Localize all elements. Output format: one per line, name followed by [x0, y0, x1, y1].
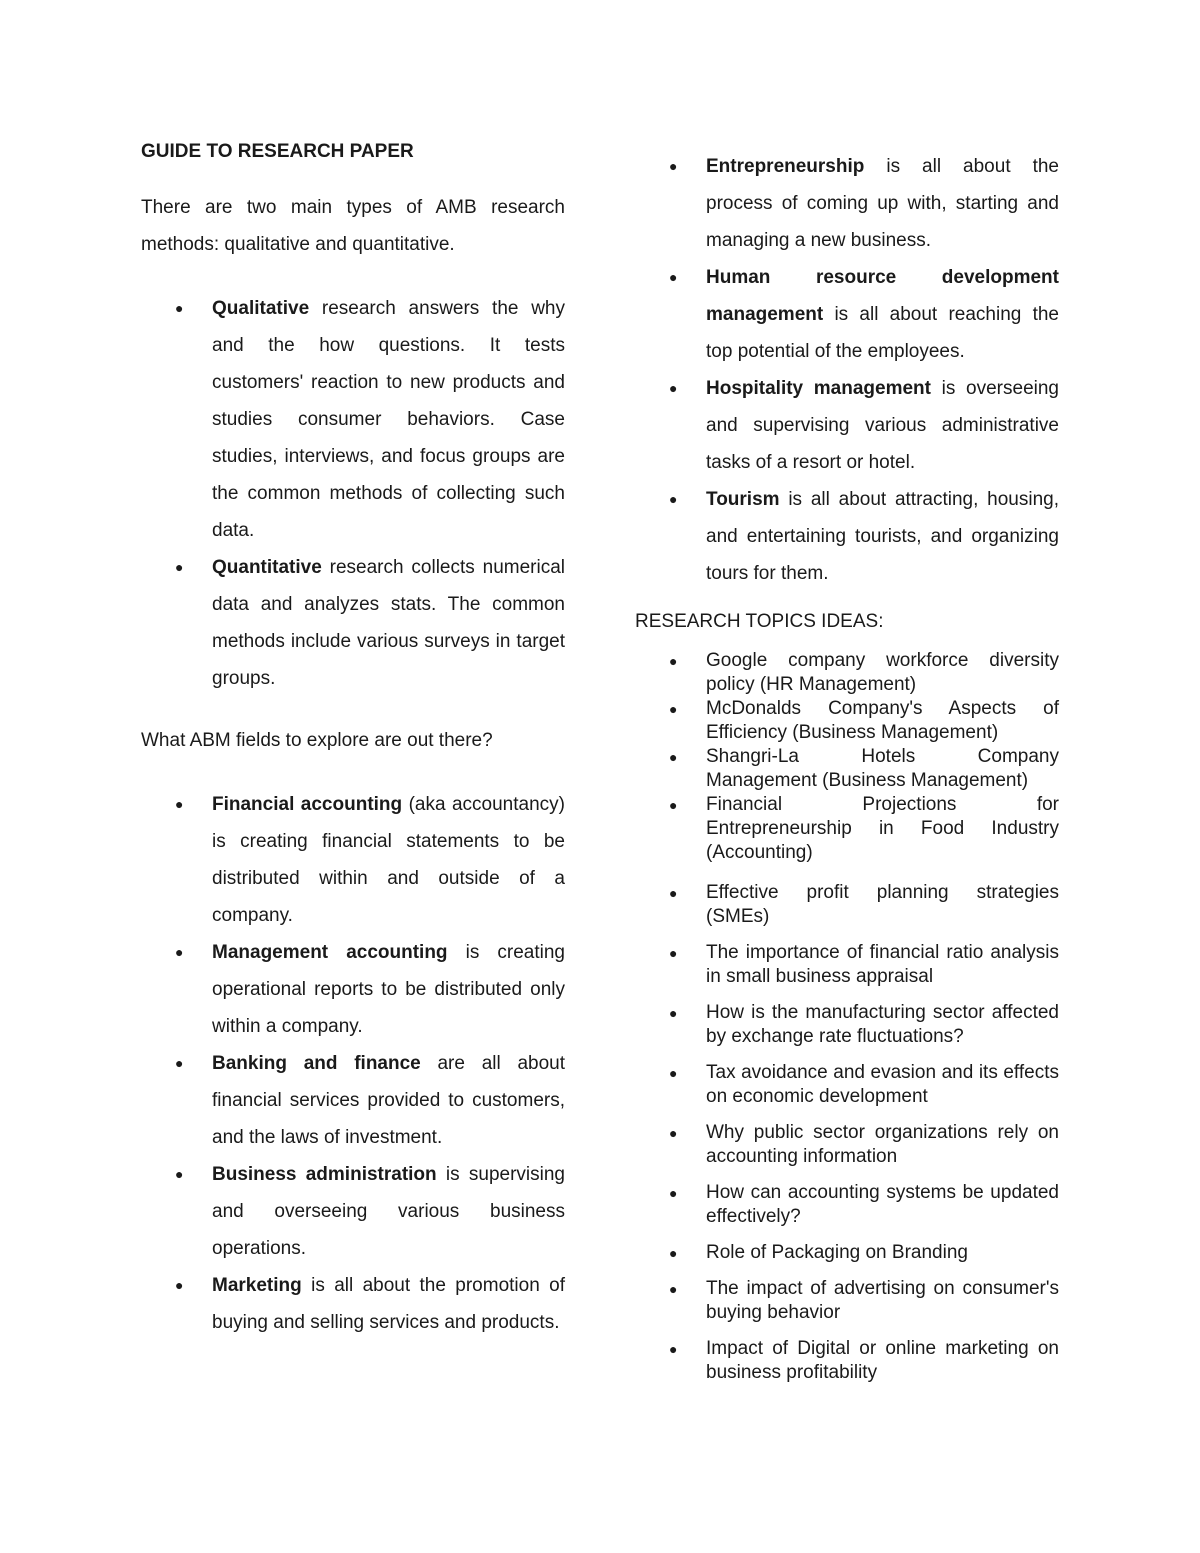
- description: is creating operational reports to be distributed only within a company.: [212, 942, 566, 1037]
- list-item: [635, 1277, 1059, 1325]
- list-item: [635, 697, 1059, 745]
- term: Banking and finance: [212, 1053, 421, 1074]
- bullet-icon: [669, 1181, 677, 1205]
- topic-text: Impact of Digital or online marketing on business profitability: [706, 1338, 1059, 1383]
- bullet-icon: [669, 649, 677, 673]
- topic-text: Why public sector organizations rely on accounting information: [706, 1122, 1059, 1167]
- fields-list-left: [141, 786, 565, 1341]
- list-item: [141, 290, 565, 549]
- bullet-icon: [175, 934, 183, 971]
- description: is overseeing and supervising various administrative tasks of a resort or hotel.: [706, 378, 1059, 473]
- list-item: [635, 1061, 1059, 1109]
- term: Human resource development management: [706, 267, 1059, 325]
- description: is supervising and overseeing various business operations.: [212, 1164, 565, 1259]
- topics-list: [635, 649, 1059, 1385]
- list-item: [635, 941, 1059, 989]
- description: research collects numerical data and analyzes stats. The common methods include various surveys in target groups.: [212, 557, 565, 689]
- description: research answers the why and the how questions. It tests customers' reaction to new products and studies consumer behaviors. Case studies, interviews, and focus groups are the common methods of collecting such data.: [212, 298, 565, 541]
- term: Entrepreneurship: [706, 156, 865, 177]
- topic-text: Role of Packaging on Branding: [706, 1242, 968, 1263]
- bullet-icon: [669, 370, 677, 407]
- description: are all about financial services provided to customers, and the laws of investment.: [212, 1053, 565, 1148]
- bullet-icon: [669, 259, 677, 296]
- description: (aka accountancy) is creating financial statements to be distributed within and outside of a company.: [212, 794, 565, 926]
- fields-question: What ABM fields to explore are out there?: [141, 730, 493, 751]
- list-item: [635, 1181, 1059, 1229]
- bullet-icon: [669, 1001, 677, 1025]
- topic-text: Shangri-La Hotels Company Management (Business Management): [706, 746, 1059, 791]
- topic-text: Financial Projections for Entrepreneurship in Food Industry (Accounting): [706, 794, 1059, 863]
- term: Business administration: [212, 1164, 437, 1185]
- list-item: [635, 1241, 1059, 1265]
- bullet-icon: [669, 745, 677, 769]
- bullet-icon: [669, 1337, 677, 1361]
- topic-text: Effective profit planning strategies (SMEs): [706, 882, 1059, 927]
- list-item: [635, 370, 1059, 481]
- bullet-icon: [669, 1121, 677, 1145]
- list-item: [635, 793, 1059, 865]
- term: Qualitative: [212, 298, 310, 319]
- bullet-icon: [175, 549, 183, 586]
- bullet-icon: [175, 290, 183, 327]
- description: is all about the process of coming up with, starting and managing a new business.: [706, 156, 1059, 251]
- bullet-icon: [175, 1045, 183, 1082]
- list-item: [141, 1156, 565, 1267]
- bullet-icon: [669, 941, 677, 965]
- term: Hospitality management: [706, 378, 931, 399]
- list-item: [635, 1121, 1059, 1169]
- page-title: GUIDE TO RESEARCH PAPER: [141, 141, 414, 162]
- bullet-icon: [669, 1241, 677, 1265]
- bullet-icon: [669, 793, 677, 817]
- term: Financial accounting: [212, 794, 403, 815]
- bullet-icon: [669, 148, 677, 185]
- list-item: [635, 1337, 1059, 1385]
- description: is all about reaching the top potential of the employees.: [706, 304, 1059, 362]
- topic-text: How can accounting systems be updated effectively?: [706, 1182, 1059, 1227]
- term: Quantitative: [212, 557, 322, 578]
- topic-text: McDonalds Company's Aspects of Efficiency (Business Management): [706, 698, 1059, 743]
- description: is all about the promotion of buying and selling services and products.: [212, 1275, 565, 1333]
- list-item: [635, 259, 1059, 370]
- list-item: [635, 745, 1059, 793]
- methods-list: [141, 290, 565, 697]
- intro-paragraph: There are two main types of AMB research methods: qualitative and quantitative.: [141, 197, 565, 255]
- term: Management accounting: [212, 942, 448, 963]
- term: Marketing: [212, 1275, 302, 1296]
- list-item: [141, 934, 565, 1045]
- bullet-icon: [175, 1267, 183, 1304]
- bullet-icon: [175, 786, 183, 823]
- topic-text: How is the manufacturing sector affected by exchange rate fluctuations?: [706, 1002, 1059, 1047]
- term: Tourism: [706, 489, 780, 510]
- bullet-icon: [669, 1061, 677, 1085]
- topics-heading: RESEARCH TOPICS IDEAS:: [635, 611, 884, 632]
- list-item: [635, 881, 1059, 929]
- topic-text: Tax avoidance and evasion and its effects on economic development: [706, 1062, 1059, 1107]
- list-item: [635, 1001, 1059, 1049]
- list-item: [141, 1267, 565, 1341]
- list-item: [635, 148, 1059, 259]
- bullet-icon: [669, 881, 677, 905]
- list-item: [141, 549, 565, 697]
- topic-text: The importance of financial ratio analysis in small business appraisal: [706, 942, 1059, 987]
- bullet-icon: [669, 481, 677, 518]
- bullet-icon: [175, 1156, 183, 1193]
- list-item: [635, 481, 1059, 592]
- list-item: [635, 649, 1059, 697]
- bullet-icon: [669, 1277, 677, 1301]
- topic-text: Google company workforce diversity policy (HR Management): [706, 650, 1059, 695]
- list-item: [141, 1045, 565, 1156]
- topic-text: The impact of advertising on consumer's buying behavior: [706, 1278, 1059, 1323]
- description: is all about attracting, housing, and entertaining tourists, and organizing tours for them.: [706, 489, 1059, 584]
- fields-list-right: [635, 148, 1059, 592]
- bullet-icon: [669, 697, 677, 721]
- list-item: [141, 786, 565, 934]
